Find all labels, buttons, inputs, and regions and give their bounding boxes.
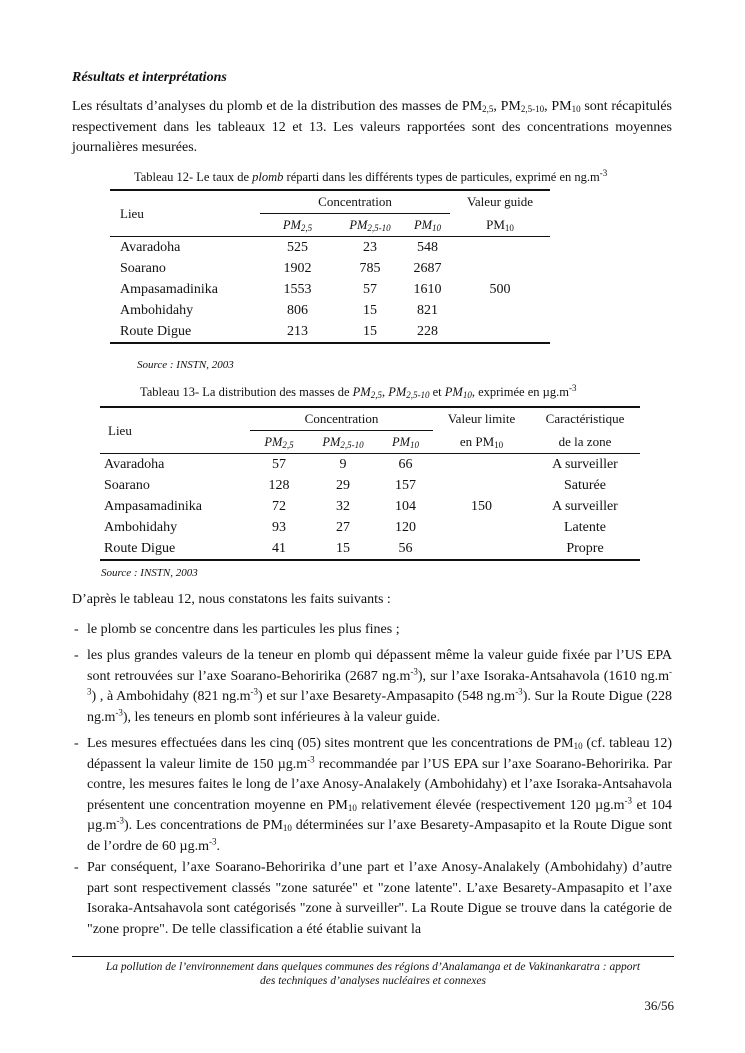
lead-paragraph: D’après le tableau 12, nous constatons les faits suivants : [72,592,391,607]
table12-header-pm10 [405,214,450,237]
bullet-text-part: recommandée par l’US EPA sur l’axe Soarano-Behoririka. Par contre, les mesures faites le long de l’axe Anosy-Analakely (Ambohidahy) et l’axe Isoraka-Antsahavola présentent une concentration moyenne en PM [87,756,672,813]
table13-cell-pm25: 128 [268,477,290,493]
table13-cell-zone: Propre [566,540,604,556]
intro-sub-2510: 2,5-10 [520,104,545,114]
table13-cap-pm: PM [444,385,463,399]
table12-guide-value: 500 [489,281,511,297]
table12-cell-pm2510: 15 [363,323,377,339]
bullet-text-part: . [216,838,220,854]
bullet-text-part: ) , à Ambohidahy (821 ng.m [91,689,251,704]
subscript: 10 [347,802,357,813]
bullet-text-part: ). Les concentrations de PM [123,818,283,833]
exponent: -3 [624,794,633,805]
table12-cell-pm2510: 15 [363,302,377,318]
table12-pm10-sub: 10 [432,222,442,233]
table13-caption: Tableau 13- La distribution des masses de PM2,5, PM2,5-10 et PM10, exprimée en $\mu g.m^{-3}$ [140,382,577,400]
table12-header-pm2510 [335,214,405,237]
table13-header-limite-pm [433,431,530,454]
table13-cell-pm10: 56 [398,540,413,556]
table13-cell-pm10: 120 [395,519,416,535]
footer-line1: La pollution de l’environnement dans quelques communes des régions d’Analamanga et de Vakinankaratra : apport [105,961,641,973]
table12-header-lieu: Lieu [110,190,260,237]
bullet-text-part: et 104 µg.m [87,797,672,833]
table13-cell-zone: Saturée [564,477,606,493]
bullet-text: Par conséquent, l’axe Soarano-Behoririka d’une part et l’axe Anosy-Analakely (Ambohidahy) d’autre part sont respectivement classés "zone saturée" et "zone latente". L’axe Besarety-Ampasapito et l’axe Isoraka-Antsahavola sont catégorisés "zone à surveiller". La Route Digue se trouve dans la catégorie de "zone propre". De telle classification a été établie suivant la [87,860,672,937]
intro-text-mid2: , PM [544,99,572,114]
table13-pm10-sub: 10 [410,439,420,450]
intro-text: Les résultats d’analyses du plomb et de la distribution des masses de PM [72,99,483,114]
bullet-text-part: ), les teneurs en plomb sont inférieures à la valeur guide. [122,709,441,725]
table12-header-concentration: Concentration [260,190,450,214]
table13-cell-pm10: 104 [395,498,416,514]
table13-cap-et: et [429,385,445,399]
table13-cell-pm2510: 27 [336,519,350,535]
subscript: 10 [282,823,292,833]
table13-limite-line2: en PM [459,433,495,449]
bullet-text-part: (cf. tableau 12) dépassent la valeur limite de 150 µg.m [87,736,673,772]
table12-header-guide-pm [450,214,550,237]
intro-paragraph [72,97,672,159]
table13-limite-value: 150 [471,498,492,514]
exponent: -3 [116,815,124,826]
bullet-text-part: les plus grandes valeurs de la teneur en plomb qui dépassent même la valeur guide fixée par l’US EPA sont retrouvées sur l’axe Soarano-Behoririka (2687 ng.m [87,648,672,684]
table13-cell-pm25: 41 [272,540,286,556]
exponent: -3 [208,835,217,846]
table12-caption-prefix: Tableau 12- Le taux de [134,170,253,184]
footer-line2: des techniques d’analyses nucléaires et connexes [260,975,486,987]
intro-sub-25: 2,5 [482,104,494,114]
table12-pm2510-sub: 2,5-10 [367,222,391,233]
table12-cell-lieu: Ambohidahy [120,302,194,318]
table13-pm-label: PM [391,434,411,449]
bullet-dash: - [74,622,79,637]
table12-cell-pm25: 213 [287,323,308,339]
exponent: -3 [515,686,523,697]
intro-text-mid1: , PM [493,99,521,114]
table-row [110,237,550,259]
table12 [110,189,550,344]
table13-cap-10: 10 [462,390,472,400]
bullet-text [87,734,672,857]
table12-cell-pm2510: 785 [359,260,381,276]
table13-cell-zone: A surveiller [552,498,618,514]
bullet-text-part: Les mesures effectuées dans les cinq (05) sites montrent que les concentrations de PM [87,736,574,751]
table13-cell-lieu: Soarano [104,477,150,493]
footer-divider [72,956,674,957]
table12-header-guide: Valeur guide [466,194,534,210]
table13-cell-pm10: 66 [398,456,413,472]
subscript: 10 [573,741,583,751]
section-heading: Résultats et interprétations [72,70,227,85]
exponent: -3 [307,753,315,764]
table13-cell-lieu: Ampasamadinika [104,498,202,514]
table12-caption [134,167,608,185]
table12-pm-label: PM [413,217,433,232]
table12-cell-pm25: 1902 [283,260,312,276]
table13-cap-2510: 2,5-10 [406,390,430,400]
table13-pm-label: PM [322,434,341,449]
table13-header-carac-zone: de la zone [530,431,640,454]
bullet-text-part: ) et sur l’axe Besarety-Ampasapito (548 ng.m [258,689,516,704]
table12-cell-pm10: 228 [417,323,438,339]
table13-cell-pm2510: 29 [336,477,350,493]
table13-cell-lieu: Route Digue [104,540,176,556]
bullet-text: le plomb se concentre dans les particules les plus fines ; [87,622,400,637]
intro-sub-10: 10 [571,104,581,114]
table13-pm-label: PM [264,434,283,449]
table13-source: Source : INSTN, 2003 [101,567,198,579]
table13-cell-pm25: 93 [272,519,286,535]
table13-caption-prefix: Tableau 13- La distribution des masses de [140,385,353,399]
bullet-dash: - [74,648,79,663]
table12-source: Source : INSTN, 2003 [137,359,234,371]
table13-pm25-sub: 2,5 [282,439,294,450]
table13-cell-pm25: 57 [272,456,286,472]
bullet-text-part: relativement élevée (respectivement 120 µg.m [356,797,625,813]
page-footer [72,960,674,988]
table12-cell-pm25: 525 [287,239,308,255]
bullet-dash: - [74,860,79,875]
table12-cell-pm10: 1610 [413,281,442,297]
list-item [74,646,672,728]
table13-cap-25: 2,5 [370,390,382,400]
table13-pm2510-sub: 2,5-10 [340,439,364,450]
list-item [74,858,672,940]
table12-cell-pm10: 2687 [413,260,442,276]
table12-caption-sup: -3 [599,167,608,178]
table13-header-lieu: Lieu [100,407,250,454]
table12-caption-suffix: réparti dans les différents types de particules, exprimé en ng.m [283,170,600,184]
table12-caption-italic: plomb [252,170,284,184]
table13-limite-sub: 10 [494,439,504,450]
table12-cell-lieu: Ampasamadinika [120,281,218,297]
table13-cell-pm2510: 9 [339,456,347,472]
table12-cell-lieu: Avaradoha [120,239,181,255]
table13-cell-lieu: Avaradoha [104,456,165,472]
table-row [100,496,640,517]
table-row [100,517,640,538]
table12-cell-pm25: 806 [287,302,308,318]
table13-header-pm10 [378,431,433,454]
exponent: -3 [250,686,259,697]
table13-cell-zone: A surveiller [552,456,618,472]
table12-cell-lieu: Route Digue [120,323,192,339]
bullet-text [87,646,672,728]
table13-header-carac: Caractéristique [545,411,625,427]
table12-pm-label: PM [282,217,301,232]
bullet-text-part: ). Sur la Route Digue (228 ng.m [87,689,672,725]
table13-cell-pm25: 72 [272,498,286,514]
table13-header-pm2510 [308,431,378,454]
table13-header-concentration: Concentration [250,407,433,431]
table13-header-pm25 [250,431,308,454]
table13-caption-sup: -3 [568,382,577,393]
table12-cell-lieu: Soarano [120,260,166,276]
table13-cap-pm: PM [388,385,407,399]
table12-guide-pm: PM [486,216,505,232]
table12-cell-pm2510: 57 [363,281,377,297]
exponent: -3 [87,665,672,697]
table12-guide-sub: 10 [504,222,514,233]
table13-caption-suffix: , exprimée en µg.m [471,385,569,399]
table-row [100,475,640,496]
bullet-dash: - [74,736,79,751]
table12-pm25-sub: 2,5 [300,222,313,233]
table13-cell-pm2510: 32 [336,498,350,514]
table13-header-limite: Valeur limite [447,411,516,427]
table12-cell-pm2510: 23 [363,239,377,255]
bullet-text-part: ), sur l’axe Isoraka-Antsahavola (1610 ng.m [417,668,669,684]
exponent: -3 [410,665,418,676]
table13-cell-pm10: 157 [395,477,416,493]
table13-cap-pm: PM [352,385,371,399]
table13-cell-pm2510: 15 [336,540,350,556]
table12-cell-pm10: 548 [417,239,438,255]
table13 [100,406,640,561]
table-row [100,538,640,560]
table13-cell-lieu: Ambohidahy [104,519,178,535]
page-number: 36/56 [644,998,674,1013]
intro-text-end: sont récapitulés respectivement dans les tableaux 12 et 13. Les valeurs rapportées sont des concentrations moyennes journalières mesurées. [72,99,673,155]
exponent: -3 [115,706,123,717]
table12-cell-pm10: 821 [417,302,438,318]
list-item [74,620,672,641]
table-row [100,454,640,476]
table12-pm-label: PM [349,217,368,232]
list-item [74,734,672,857]
table13-cell-zone: Latente [564,519,606,535]
bullet-text-part: déterminées sur l’axe Besarety-Ampasapito et la Route Digue sont de l’ordre de 60 µg.m [87,818,672,854]
table12-cell-pm25: 1553 [283,281,312,297]
table12-header-pm25 [260,214,335,237]
